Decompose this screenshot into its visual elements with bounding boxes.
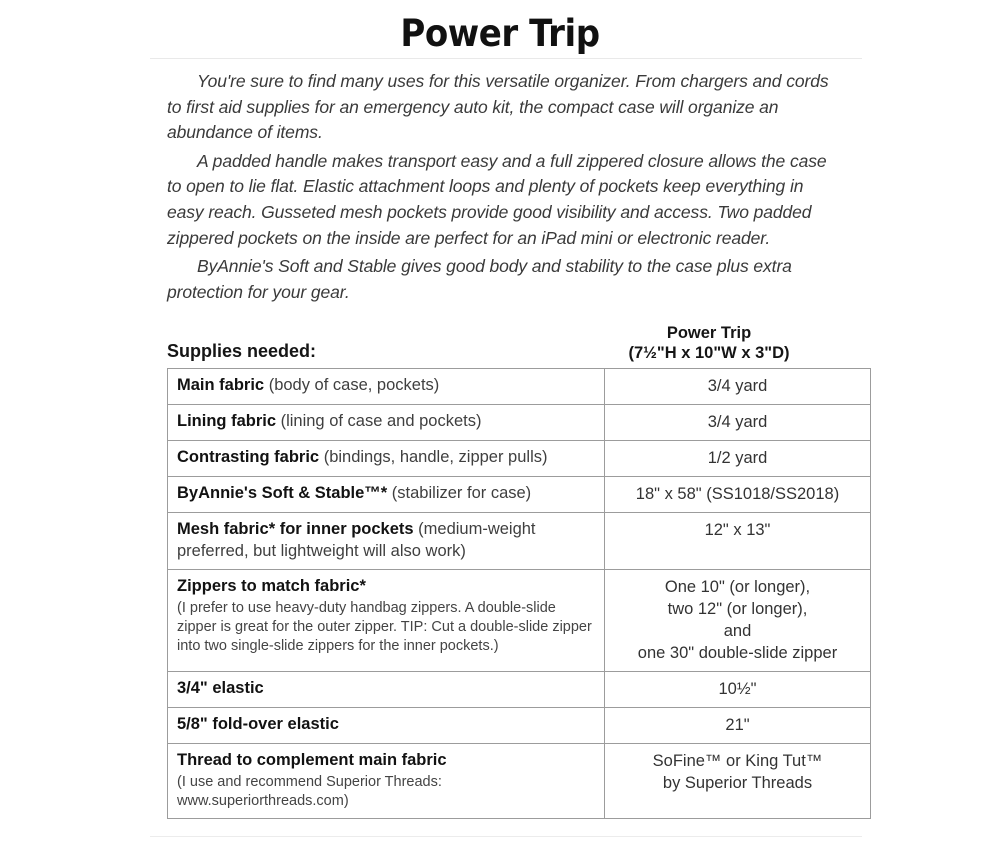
product-name: Power Trip xyxy=(666,324,752,343)
table-row xyxy=(168,441,871,477)
supply-item-name: 5/8" fold-over elastic xyxy=(177,715,339,734)
supply-quantity-line: 12" x 13" xyxy=(704,521,771,540)
supply-quantity-cell xyxy=(605,744,871,819)
document-body xyxy=(167,0,840,819)
supplies-table-header xyxy=(167,323,833,368)
table-row xyxy=(168,477,871,513)
supply-item-cell xyxy=(168,570,605,672)
supply-quantity-cell xyxy=(605,369,871,405)
supply-item-name: Zippers to match fabric* xyxy=(177,577,366,596)
supply-item-subnote: (I use and recommend Superior Threads: www.superiorthreads.com) xyxy=(177,773,442,809)
supply-quantity-cell xyxy=(605,477,871,513)
page-title: Power Trip xyxy=(400,12,600,55)
supply-item-cell xyxy=(168,441,605,477)
supply-item-note: (medium-weight preferred, but lightweight will also work) xyxy=(177,520,536,560)
table-row xyxy=(168,744,871,819)
supply-item-name: Mesh fabric* for inner pockets xyxy=(177,520,414,539)
supply-quantity-cell xyxy=(605,570,871,672)
supply-quantity-line: 3/4 yard xyxy=(707,377,768,396)
supply-item-cell xyxy=(168,369,605,405)
table-row xyxy=(168,513,871,570)
product-dimensions: (7½"H x 10"W x 3"D) xyxy=(628,344,790,363)
supply-quantity-line: and xyxy=(723,622,752,641)
supply-quantity-line: One 10" (or longer), xyxy=(664,578,811,597)
table-row xyxy=(168,369,871,405)
supply-item-note: (stabilizer for case) xyxy=(387,484,532,503)
supply-item-cell xyxy=(168,672,605,708)
supply-item-cell xyxy=(168,744,605,819)
supply-item-name: Main fabric xyxy=(177,376,265,395)
supply-item-cell xyxy=(168,513,605,570)
supply-item-name: Thread to complement main fabric xyxy=(177,751,447,770)
supply-item-name: Lining fabric xyxy=(177,412,276,431)
supply-item-name: 3/4" elastic xyxy=(177,679,264,698)
supply-quantity-cell xyxy=(605,513,871,570)
supply-quantity-line: 10½" xyxy=(718,680,757,699)
supply-item-name: Contrasting fabric xyxy=(177,448,320,467)
supply-item-subnote: (I prefer to use heavy-duty handbag zippers. A double-slide zipper is great for the outer zipper. TIP: Cut a double-slide zipper into two single-slide zippers for the inner pockets.) xyxy=(177,599,592,654)
supply-item-cell xyxy=(168,405,605,441)
supplies-needed-label: Supplies needed: xyxy=(167,341,317,362)
supply-quantity-cell xyxy=(605,672,871,708)
supply-item-note: (lining of case and pockets) xyxy=(276,412,482,431)
supply-quantity-line: 21" xyxy=(725,716,750,735)
table-row xyxy=(168,405,871,441)
product-column-header xyxy=(585,323,833,363)
supply-quantity-line: SoFine™ or King Tut™ xyxy=(652,752,823,771)
supply-quantity-line: 18" x 58" (SS1018/SS2018) xyxy=(635,485,840,504)
table-row xyxy=(168,708,871,744)
supply-item-cell xyxy=(168,708,605,744)
supply-item-name: ByAnnie's Soft & Stable™* xyxy=(177,484,388,503)
intro-paragraph: You're sure to find many uses for this versatile organizer. From chargers and cords to first aid supplies for an emergency auto kit, the compact case will organize an abundance of items. xyxy=(167,71,829,143)
supply-quantity-line: one 30" double-slide zipper xyxy=(637,644,838,663)
supply-item-note: (bindings, handle, zipper pulls) xyxy=(319,448,548,467)
supply-quantity-cell xyxy=(605,441,871,477)
table-row xyxy=(168,672,871,708)
supplies-table xyxy=(167,368,871,819)
supply-item-note: (body of case, pockets) xyxy=(264,376,440,395)
supply-quantity-cell xyxy=(605,708,871,744)
supply-quantity-cell xyxy=(605,405,871,441)
supply-quantity-line: 1/2 yard xyxy=(707,449,768,468)
table-row xyxy=(168,570,871,672)
supply-item-cell xyxy=(168,477,605,513)
intro-paragraph: A padded handle makes transport easy and a full zippered closure allows the case to open to lie flat. Elastic attachment loops and plenty of pockets keep everything in easy reach. Gusseted mesh pockets provide good visibility and access. Two padded zippered pockets on the inside are perfect for an iPad mini or electronic reader. xyxy=(167,150,827,248)
supply-quantity-line: two 12" (or longer), xyxy=(667,600,808,619)
supplies-table-body xyxy=(168,369,871,819)
supply-quantity-line: by Superior Threads xyxy=(662,774,813,793)
supply-quantity-line: 3/4 yard xyxy=(707,413,768,432)
footer-divider xyxy=(150,836,862,837)
intro-paragraph: ByAnnie's Soft and Stable gives good body and stability to the case plus extra protection for your gear. xyxy=(167,256,792,302)
intro-section xyxy=(167,56,833,305)
